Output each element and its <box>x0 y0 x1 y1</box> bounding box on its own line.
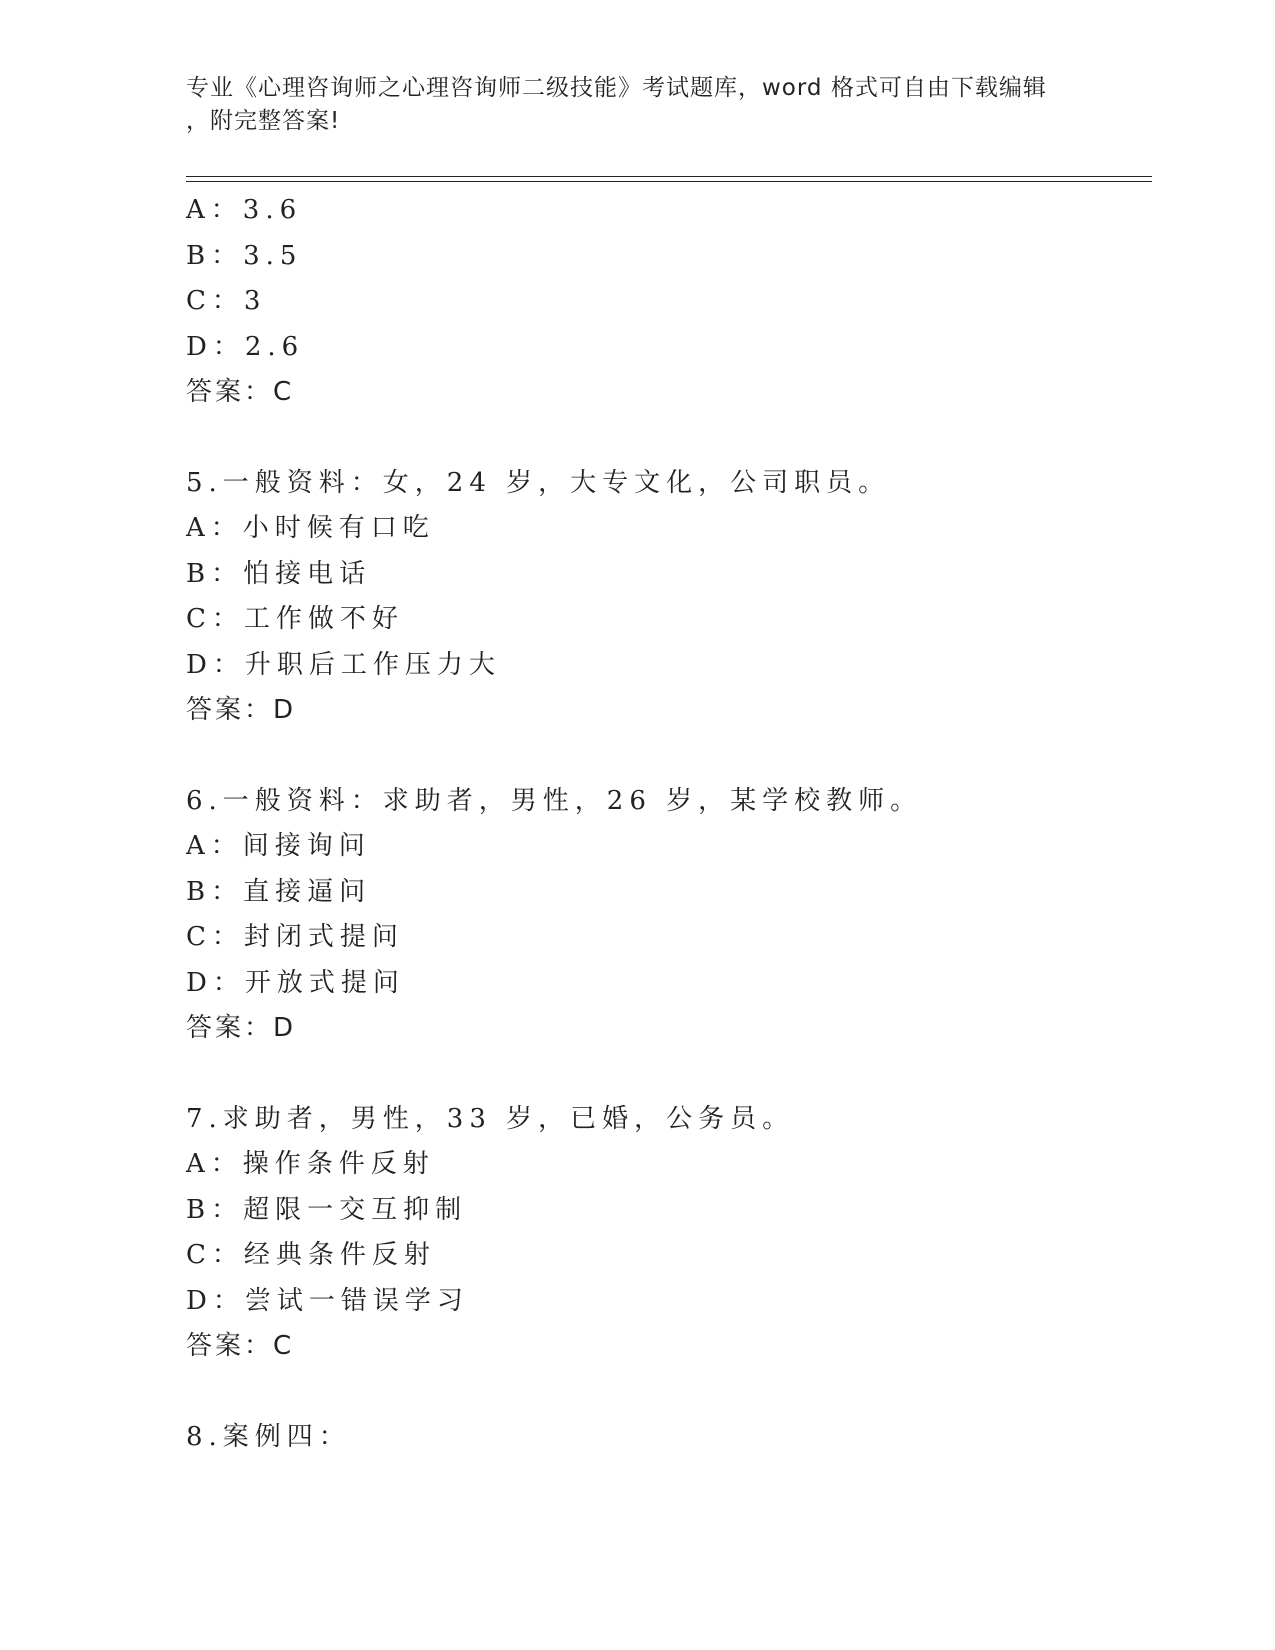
option-a: A：操作条件反射 <box>186 1149 435 1179</box>
question-text: 6.一般资料：求助者，男性，26 岁，某学校教师。 <box>186 785 923 816</box>
option-d: D：开放式提问 <box>186 967 405 998</box>
question-text: 5.一般资料：女，24 岁，大专文化，公司职员。 <box>186 467 891 498</box>
answer-line: 答案：C <box>186 1331 295 1361</box>
option-b: B：怕接电话 <box>186 558 372 589</box>
option-c: C：封闭式提问 <box>186 922 404 952</box>
question-4 <box>186 188 1146 416</box>
option-a: A：间接询问 <box>186 831 371 861</box>
document-header <box>186 72 1066 138</box>
question-list <box>186 188 1146 1460</box>
answer-line: 答案：D <box>186 695 297 725</box>
question-8 <box>186 1415 1146 1461</box>
question-text: 8.案例四： <box>186 1421 351 1452</box>
answer-line: 答案：C <box>186 377 295 407</box>
question-5 <box>186 461 1146 734</box>
header-rule-bottom <box>186 181 1152 182</box>
header-rule-top <box>186 176 1152 177</box>
header-line-1: 专业《心理咨询师之心理咨询师二级技能》考试题库，word 格式可自由下载编辑 <box>186 75 1047 101</box>
question-text: 7.求助者，男性，33 岁，已婚，公务员。 <box>186 1103 795 1134</box>
spacer <box>186 1052 1146 1097</box>
option-a: A：小时候有口吃 <box>186 513 435 543</box>
spacer <box>186 416 1146 461</box>
header-line-2: ，附完整答案! <box>186 108 341 134</box>
answer-line: 答案：D <box>186 1013 297 1043</box>
option-d: D：2.6 <box>186 331 305 362</box>
option-d: D：升职后工作压力大 <box>186 649 501 680</box>
option-b: B：超限一交互抑制 <box>186 1194 468 1225</box>
option-c: C：工作做不好 <box>186 604 404 634</box>
option-b: B：直接逼问 <box>186 876 372 907</box>
option-c: C：3 <box>186 286 267 316</box>
option-b: B：3.5 <box>186 240 303 271</box>
spacer <box>186 734 1146 779</box>
question-6 <box>186 779 1146 1052</box>
option-c: C：经典条件反射 <box>186 1240 436 1270</box>
spacer <box>186 1370 1146 1415</box>
question-7 <box>186 1097 1146 1370</box>
option-a: A：3.6 <box>186 195 303 225</box>
option-d: D：尝试一错误学习 <box>186 1285 469 1316</box>
